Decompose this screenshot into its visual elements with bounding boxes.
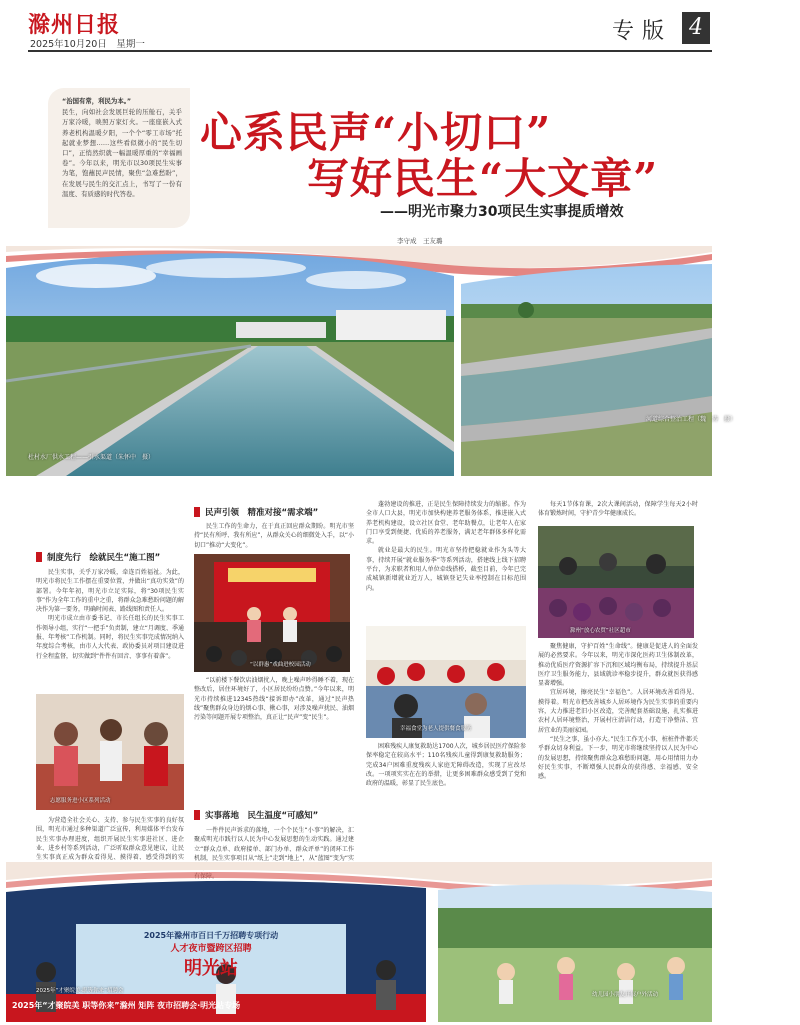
issue-date: 2025年10月20日 星期一	[30, 39, 145, 50]
caption-stage: “以群惠”戏曲进校园活动	[250, 662, 311, 668]
section-heading-1	[36, 550, 186, 564]
volunteer-photo	[36, 694, 184, 810]
jobs-banner-line2: 人才夜市暨跨区招聘	[170, 944, 252, 954]
section-heading-2	[194, 505, 354, 519]
column-1-bottom	[36, 816, 184, 860]
lead-quote: “治国有常，利民为本。”	[62, 97, 132, 105]
shop-photo	[538, 526, 694, 638]
jobs-banner-line1: 2025年滁州市百日千万招聘专项行动	[143, 931, 279, 940]
col1-paragraph-c: 为营造全社会关心、支持、参与民生实事的良好氛围，明光市通过多种渠道广泛宣传，利用媒体平台发布民生实事办理进度，组织开展民生实事进社区、进企业、进乡村等系列活动，广泛听取群众意见建议，让民生实事真正成为群众看得见、摸得着、感受得到的实	[36, 817, 184, 862]
headline-subtitle: ——明光市聚力30项民生实事提质增效	[380, 204, 624, 220]
top-photo-band	[6, 246, 737, 476]
photo-caption-right: 河道综合整治工程（魏 涛 摄）	[646, 416, 737, 423]
lead-text	[48, 88, 190, 199]
col4-paragraph-c: 宜居环境，擦亮民生“幸福色”。人居环境改善看得见、摸得着。明光市把改善城乡人居环境作为民生实事的重要内容，大力推进老旧小区改造，完善配套基础设施，扎实推进农村人居环境整治，开展村庄清洁行动，打造干净整洁、宜居宜业的美丽家园。	[538, 689, 698, 734]
column-3-bottom	[366, 742, 526, 862]
lead-paragraph: 民生，向如社会发展巨轮的压舱石，关乎万家冷暖，映照万家灯火。一座座嵌入式养老机构温暖夕阳，一个个“零工市场”托起就业梦想……这些看似微小的“民生切口”，正悄然织就一幅温暖厚重的“幸福画卷”。今年以来，明光市以30项民生实事为笔，饱蘸民声民情，聚焦“急难愁盼”，在发展与民生的交汇点上，书写了一份有温度、有质感的时代答卷。	[62, 108, 182, 198]
caption-kids: 幼儿园小朋友开展户外活动	[592, 992, 659, 998]
jobs-banner-station: 明光站	[184, 958, 238, 979]
volunteer-photo-art	[36, 694, 184, 810]
col2-paragraph-b: “以前楼下餐饮店油烟扰人，晚上噪声吵得睡不着，现在整改后，居住环境好了，小区居民纷纷点赞。”今年以来，明光市持续推进12345热线“接诉即办”改革，通过“民声热线”聚焦群众身边的烦心事、揪心事，对涉及噪声扰民、油烟污染等问题开展专项整治，真正让“民声”变“民生”。	[194, 677, 354, 722]
section-name: 专版	[612, 19, 673, 44]
column-2-bottom	[194, 826, 354, 862]
page-number: 4	[682, 12, 710, 44]
col2-paragraph-c: 一件件民声诉求的落地，一个个民生“小事”的解决，汇聚成明光市践行以人民为中心发展思想的生动实践。通过建立“群众点单、政府接单、部门办单、群众评单”的闭环工作机制，民生实事项目从“纸上”走到“地上”，从“蓝图”变为“实	[194, 827, 354, 862]
caption-volunteer: 志愿服务进小区系列活动	[50, 798, 111, 804]
lead-box	[48, 88, 190, 228]
section-heading-2-text: 民声引领 精准对接“需求端”	[205, 508, 319, 518]
col3-paragraph-b: 就业是最大的民生。明光市坚持把稳就业作为头等大事，持续开展“就业服务季”等系列活动，搭建线上线下招聘平台，为求职者和用人单位牵线搭桥，截至目前，今年已完成城镇新增就业近万人，城镇登记失业率控制在目标范围内。	[366, 547, 526, 592]
section-heading-1-text: 制度先行 绘就民生“施工图”	[47, 553, 161, 563]
section-heading-3-text: 实事落地 民生温度“可感知”	[205, 811, 319, 821]
col3-paragraph-a: 蓬勃建设的推进，正是民生保障持续发力的缩影。作为全市人口大县，明光市加快构建养老服务体系，推进嵌入式养老机构建设，设立社区食堂、老年助餐点，让老年人在家门口享受到便捷、优质的养老服务，满足老年群体多样化需求。	[366, 501, 526, 546]
caption-shop: 滁州“放心农贸”社区超市	[570, 628, 631, 634]
caption-job: 2025年“才聚皖美·职等你来”招聘会	[36, 988, 124, 994]
byline: 李守成 王友璐	[397, 237, 443, 245]
col2-paragraph-a: 民生工作的生命力，在于真正回应群众期盼。明光市坚持“民有所呼、我有所应”，从群众关心的细微处入手，以“小切口”推动“大变化”。	[194, 523, 354, 549]
jobs-banner	[80, 930, 342, 980]
column-3-top	[366, 500, 526, 620]
col1-paragraph-b: 明光市成立由市委书记、市长任组长的民生实事工作领导小组，实行“一把手”负责制，建立“月调度、季通报、年考核”工作机制。同时，将民生实事完成情况纳入年度综合考核，由市人大代表、政协委员对项目建设进行全程监督，切实做到“件件有回音、事事有着落”。	[36, 615, 184, 660]
column-2-top	[194, 522, 354, 550]
column-4-top	[538, 500, 698, 522]
column-1-top	[36, 568, 184, 688]
col1-paragraph-a: 民生实事，关乎万家冷暖，牵连百姓福祉。为此，明光市将民生工作摆在重要位置，并做出“真功实效”的部署。今年年初，明光市立足实际，将“30项民生实事”作为全年工作的重中之重，将群众急难愁盼问题的解决作为第一要务，明确时间表、路线图和责任人。	[36, 569, 184, 614]
col4-paragraph-b: 聚焦健康，守护百姓“生命线”。健康是促进人的全面发展的必然要求。今年以来，明光市深化医药卫生体制改革，推动优质医疗资源扩容下沉和区域均衡布局，持续提升基层医疗卫生服务能力，县域就诊率稳步提升，群众就医获得感显著增强。	[538, 643, 698, 688]
col3-paragraph-c: 困难残疾人康复救助达1700人次，城乡居民医疗保险参保率稳定在较高水平；110名残疾儿童得到康复救助服务；完成34户困难重度残疾人家庭无障碍改造，实现了应改尽改。一项项实实在在的举措，让更多困难群众感受到了党和政府的温暖，彰显了民生底色。	[366, 743, 526, 788]
photo-caption-left: 杜村水厂供水工程——引水渠道（朱怀中 摄）	[28, 454, 155, 461]
headline-line1: 心系民声“小切口”	[200, 108, 552, 157]
col4-paragraph-a: 每天1节体育课，2次大课间活动，保障学生每天2小时体育锻炼时间，守护青少年健康成长。	[538, 501, 698, 518]
jobs-banner-footer: 2025年“才聚皖美 职等你来”滁州 矩阵 夜市招聘会·明光站专场	[12, 1001, 241, 1010]
headline-line2: 写好民生“大文章”	[307, 154, 659, 203]
section-heading-3	[194, 808, 354, 822]
col4-paragraph-d: “民生之事，虽小亦大。”民生工作无小事，桩桩件件都关乎群众切身利益。下一步，明光市将继续坚持以人民为中心的发展思想，持续聚焦群众急难愁盼问题，用心用情用力办好民生实事，不断增强人民群众的获得感、幸福感、安全感。	[538, 735, 698, 781]
column-2-mid	[194, 676, 354, 804]
masthead: 滁州日报	[28, 12, 121, 38]
community-photo-art	[366, 626, 526, 738]
stage-photo	[194, 554, 350, 672]
bottom-photo-band	[6, 862, 712, 1022]
header-rule	[28, 50, 712, 52]
column-4-bottom	[538, 642, 698, 862]
stage-photo-art	[194, 554, 350, 672]
photo-band-decoration	[6, 246, 712, 476]
caption-community: 幸福食堂为老人提供餐食服务	[400, 726, 472, 732]
shop-photo-art	[538, 526, 694, 638]
community-photo	[366, 626, 526, 738]
